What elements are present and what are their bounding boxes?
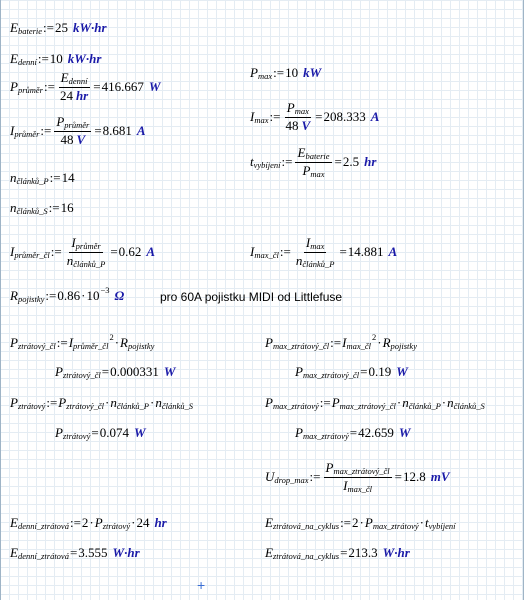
eq-e-ztratova-na-cyklus-result[interactable]: $E_{ztrátová\_na\_cyklus}$ = 213.3 W·hr — [265, 545, 410, 561]
eq-n-clanku-p[interactable]: $n_{článků\_P}$ := 14 — [10, 170, 75, 186]
eq-n-clanku-s[interactable]: $n_{článků\_S}$ := 16 — [10, 200, 74, 216]
eq-i-max-cl[interactable]: $I_{max\_čl}$ := $\frac{I_{max}}{n_{článků\_P}}$ = 14.881 A — [250, 235, 398, 269]
eq-p-ztratovy-cl-def[interactable]: $P_{ztrátový\_čl}$ := $I_{průměr\_čl}$ 2 · $R_{pojistky}$ — [10, 332, 155, 351]
eq-p-ztratovy-result[interactable]: $P_{ztrátový}$ = 0.074 W — [55, 425, 146, 441]
fraction: $\frac{P_{průměr}}{48 V}$ — [56, 114, 90, 147]
eq-u-drop-max[interactable]: $U_{drop\_max}$ := $\frac{P_{max\_ztrátový\_čl}}{I_{max\_čl}}$ = 12.8 mV — [265, 460, 450, 494]
eq-p-max-ztratovy-cl-def[interactable]: $P_{max\_ztrátový\_čl}$ := $I_{max\_čl}$ 2 · $R_{pojistky}$ — [265, 332, 417, 351]
worksheet-left-edge — [0, 0, 1, 600]
fraction: $\frac{P_{max\_ztrátový\_čl}}{I_{max\_čl}}$ — [325, 460, 390, 494]
eq-i-max[interactable]: $I_{max}$ := $\frac{P_{max}}{48 V}$ = 208.333 A — [250, 100, 380, 133]
fraction: $\frac{I_{max}}{n_{článků\_P}}$ — [295, 235, 335, 269]
fraction: $\frac{E_{baterie}}{P_{max}}$ — [297, 145, 330, 179]
eq-i-prumer-cl[interactable]: $I_{průměr\_čl}$ := $\frac{I_{průměr}}{n_{článků\_P}}$ = 0.62 A — [10, 235, 156, 269]
crosshair-cursor-icon: + — [197, 577, 206, 593]
eq-p-max[interactable]: $P_{max}$ := 10 kW — [250, 65, 322, 81]
fuse-note-text: pro 60A pojistku MIDI od Littlefuse — [160, 290, 343, 304]
fraction: $\frac{E_{denní}}{24 hr}$ — [59, 70, 89, 103]
eq-e-ztratova-na-cyklus-def[interactable]: $E_{ztrátová\_na\_cyklus}$ := 2 · $P_{max\_ztrátový}$ · $t_{vybíjení}$ — [265, 515, 456, 531]
eq-p-ztratovy-cl-result[interactable]: $P_{ztrátový\_čl}$ = 0.000331 W — [55, 364, 176, 380]
eq-p-max-ztratovy-def[interactable]: $P_{max\_ztrátový}$ := $P_{max\_ztrátový\_čl}$ · $n_{článků\_P}$ · $n_{článků\_S}$ — [265, 395, 485, 411]
eq-p-max-ztratovy-cl-result[interactable]: $P_{max\_ztrátový\_čl}$ = 0.19 W — [295, 364, 408, 380]
eq-e-baterie[interactable]: $E_{baterie}$ := 25 kW·hr — [10, 20, 107, 36]
eq-p-max-ztratovy-result[interactable]: $P_{max\_ztrátový}$ = 42.659 W — [295, 425, 411, 441]
eq-p-ztratovy-def[interactable]: $P_{ztrátový}$ := $P_{ztrátový\_čl}$ · $n_{článků\_P}$ · $n_{článků\_S}$ — [10, 395, 193, 411]
eq-r-pojistky[interactable]: $R_{pojistky}$ := 0.86 · 10 −3 Ω — [10, 285, 125, 304]
eq-i-prumer[interactable]: $I_{průměr}$ := $\frac{P_{průměr}}{48 V}$ = 8.681 A — [10, 114, 146, 147]
eq-e-denni[interactable]: $E_{denní}$ := 10 kW·hr — [10, 51, 102, 67]
eq-e-denni-ztratova-def[interactable]: $E_{denní\_ztrátová}$ := 2 · $P_{ztrátový}$ · 24 hr — [10, 515, 167, 531]
eq-e-denni-ztratova-result[interactable]: $E_{denní\_ztrátová}$ = 3.555 W·hr — [10, 545, 140, 561]
fraction: $\frac{I_{průměr}}{n_{článků\_P}}$ — [66, 235, 106, 269]
fraction: $\frac{P_{max}}{48 V}$ — [285, 100, 311, 133]
eq-t-vybijeni[interactable]: $t_{vybíjení}$ := $\frac{E_{baterie}}{P_{max}}$ = 2.5 hr — [250, 145, 377, 179]
eq-p-prumer[interactable]: $P_{průměr}$ := $\frac{E_{denní}}{24 hr}$ = 416.667 W — [10, 70, 161, 103]
